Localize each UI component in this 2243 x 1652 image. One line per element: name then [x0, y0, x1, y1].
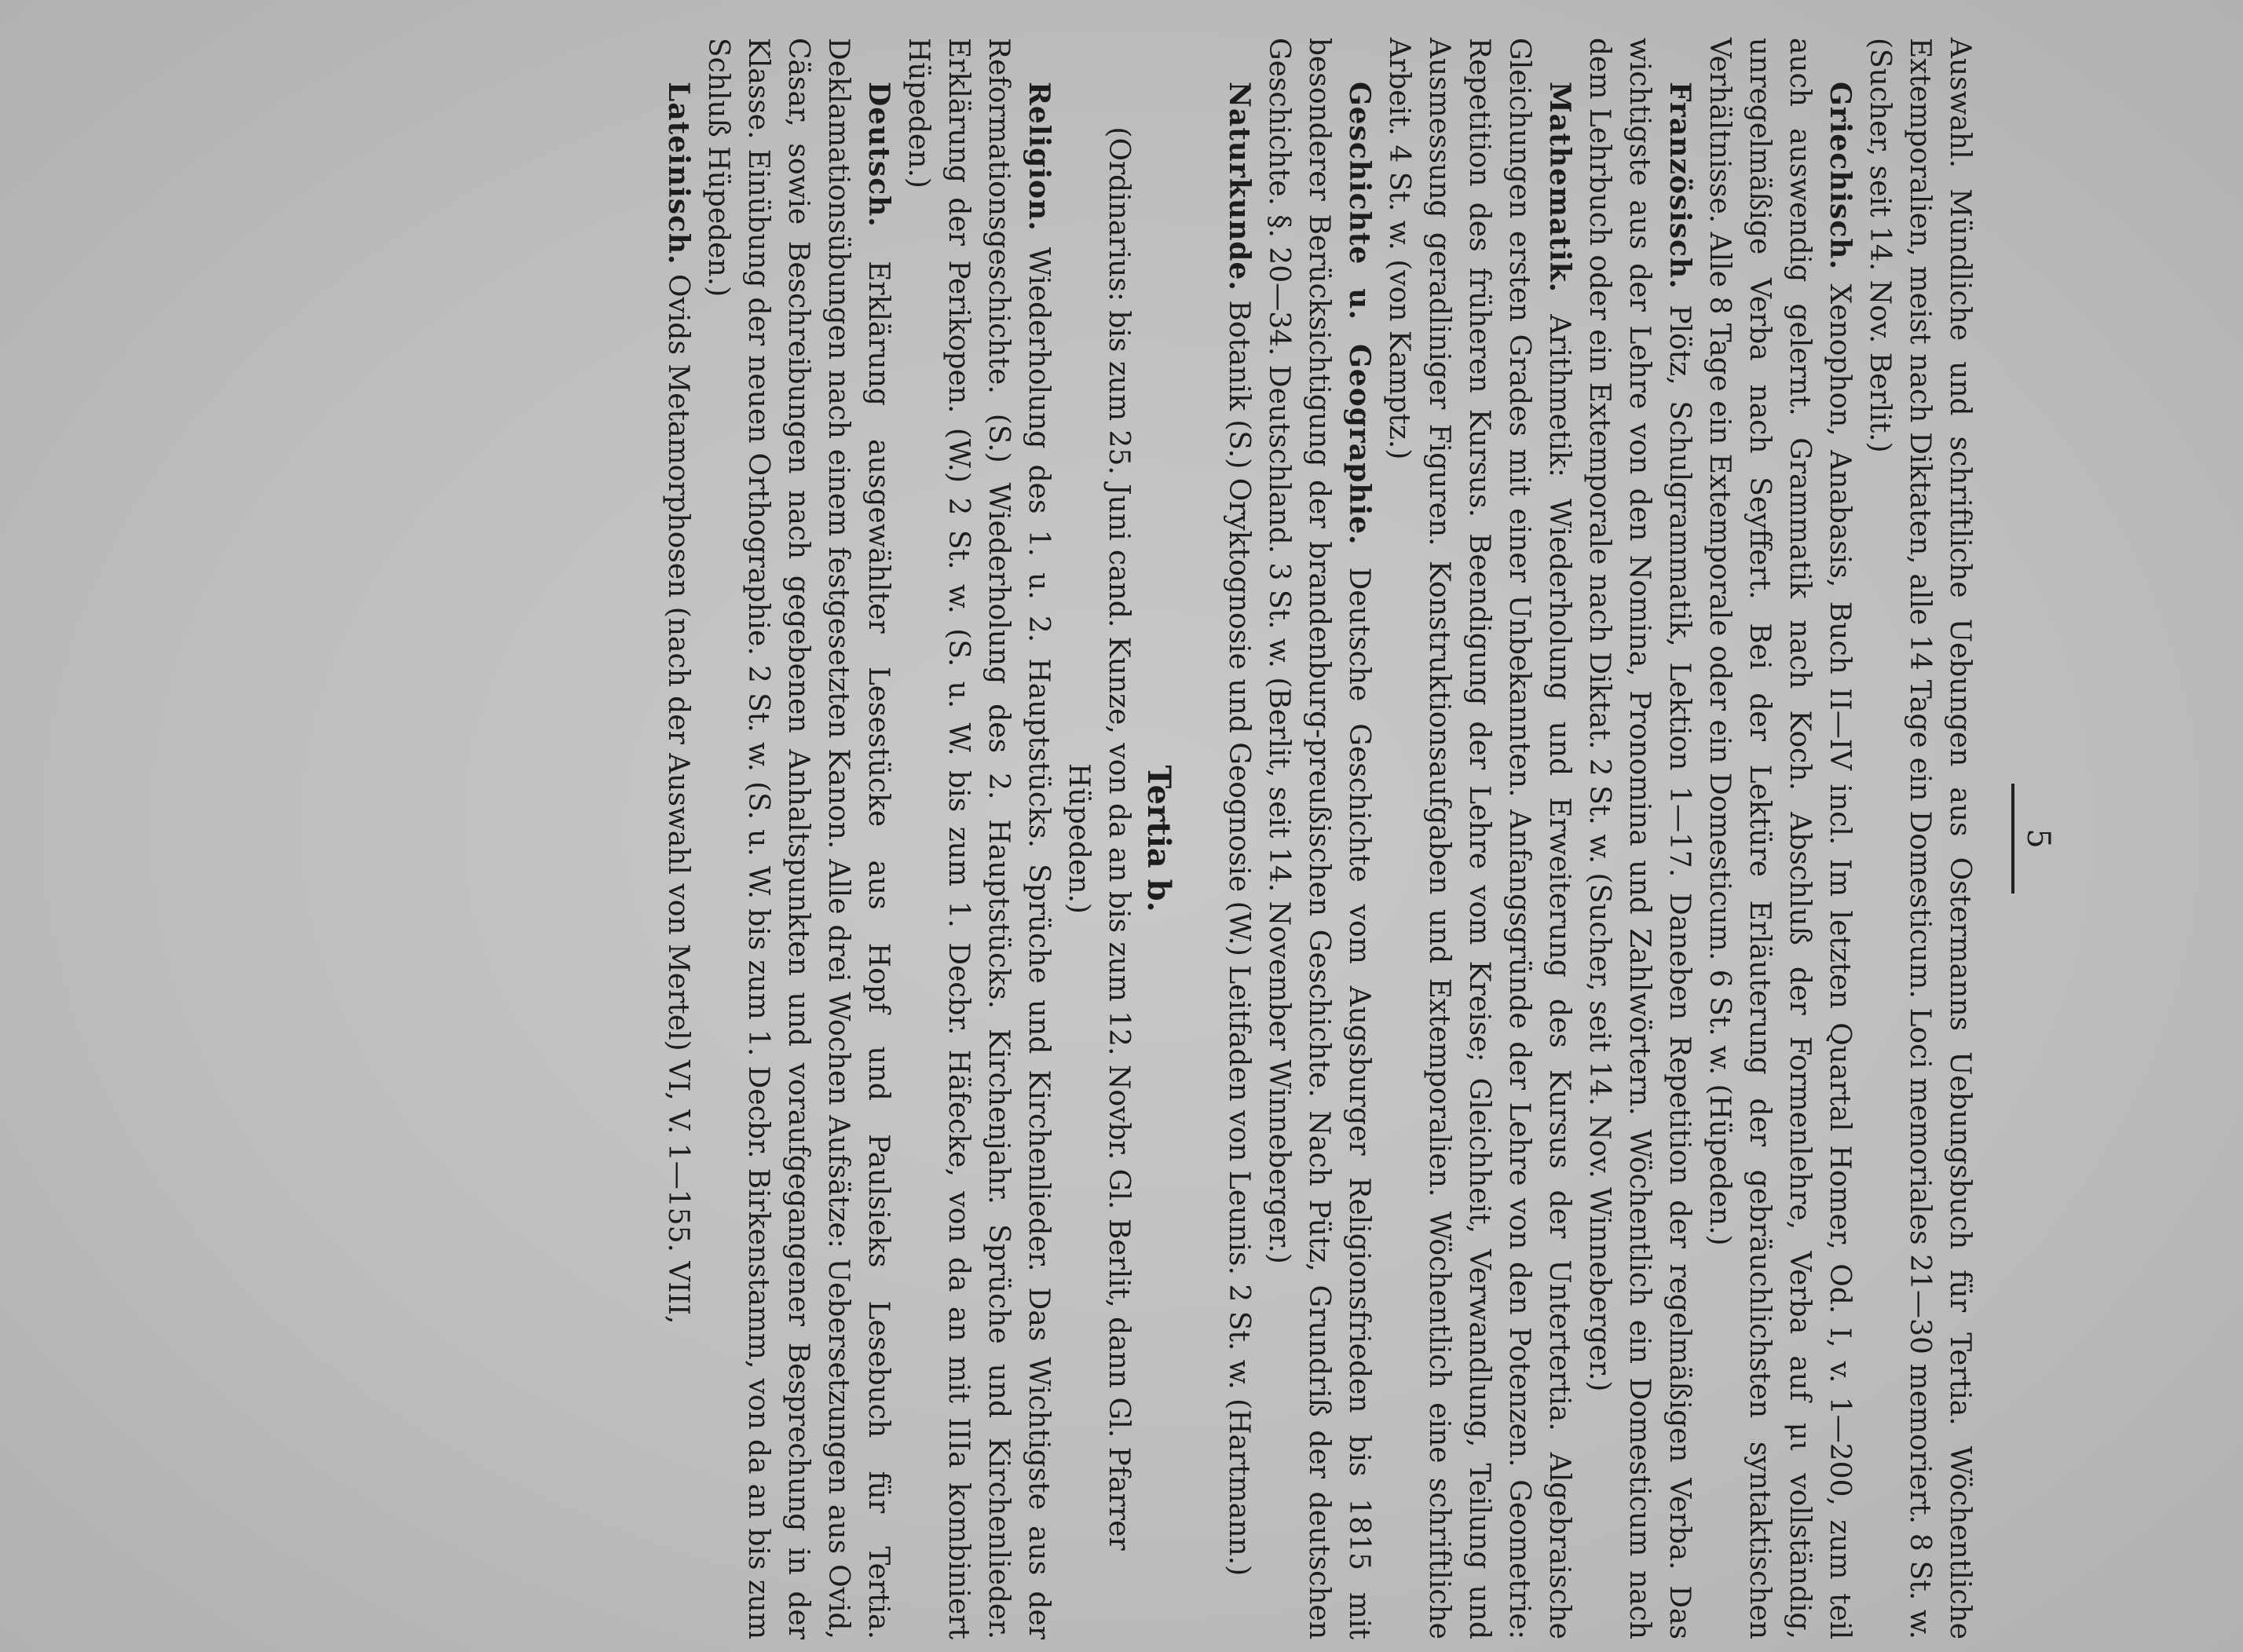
religion-text: Wiederholung des 1. u. 2. Hauptstücks. Sprüche und Kirchenlieder. Das Wichtigste aus der Reformationsgeschichte. (S.) Wiederholung des 2. Hauptstücks. Kirchenjahr. Sprüche und Kirchenlieder. Erklärung der Perikopen. (W.) 2 St. w. (S. u. W. bis zum 1. Decbr. Häfecke, von da an mit IIIa kombiniert Hüpeden.)	[902, 38, 1055, 1639]
mathematik-text: Arithmetik: Wiederholung und Erweiterung des Kursus der Untertertia. Algebraische Gleichungen ersten Grades mit einer Unbekannten. Anfangsgründe der Lehre von den Potenzen. Geometrie: Repetition des früheren Kursus. Beendigung der Lehre vom Kreise; Gleichheit, Verwandlung, Teilung und Ausmessung geradliniger Figuren. Konstruktionsaufgaben und Extemporalien. Wöchentlich eine schriftliche Arbeit. 4 St. w. (von Kamptz.)	[1383, 38, 1575, 1639]
naturkunde-heading: Naturkunde.	[1223, 82, 1256, 291]
tertia-b-title: Tertia b.	[1140, 765, 1177, 912]
section-religion	[898, 38, 1059, 1639]
lateinisch-heading: Lateinisch.	[662, 82, 695, 265]
griechisch-heading: Griechisch.	[1824, 82, 1857, 270]
franzoesisch-heading: Französisch.	[1663, 82, 1696, 290]
religion-heading: Religion.	[1023, 82, 1056, 232]
section-mathematik	[1379, 38, 1579, 1639]
griechisch-text: Xenophon, Anabasis, Buch II—IV incl. Im letzten Quartal Homer, Od. I, v. 1—200, zum teil auch auswendig gelernt. Grammatik nach Koch. Abschluß der Formenlehre, Verba auf μι vollständig, unregelmäßige Verba nach Seyffert. Bei der Lektüre Erläuterung der gebräuchlichsten syntaktischen Verhältnisse. Alle 8 Tage ein Extemporale oder ein Domesticum. 6 St. w. (Hüpeden.)	[1703, 38, 1856, 1639]
page-number-rule	[2011, 784, 2014, 894]
tertia-b-ordinarius: (Ordinarius: bis zum 25. Juni cand. Kunze, von da an bis zum 12. Novbr. Gl. Berlit, dann Gl. Pfarrer Hüpeden.)	[1063, 126, 1135, 1551]
franzoesisch-text: Plötz, Schulgrammatik, Lektion 1—17. Daneben Repetition der regelmäßigen Verba. Das wichtigste aus der Lehre von den Nomina, Pronomina und Zahlwörtern. Wöchentlich ein Domesticum nach dem Lehrbuch oder ein Extemporale nach Diktat. 2 St. w. (Sucher, seit 14. Nov. Winneberger.)	[1583, 38, 1696, 1639]
naturkunde-text: Botanik (S.) Oryktognosie und Geognosie (W.) Leitfaden von Leunis. 2 St. w. (Hartmann.)	[1223, 300, 1255, 1577]
deutsch-heading: Deutsch.	[862, 82, 895, 228]
section-naturkunde	[1219, 38, 1259, 1639]
intro-paragraph: Auswahl. Mündliche und schriftliche Uebungen aus Ostermanns Uebungsbuch für Tertia. Wöchentliche Extemporalien, meist nach Diktaten, alle 14 Tage ein Domesticum. Loci memoriales 21—30 memoriert. 8 St. w. (Sucher, seit 14. Nov. Berlit.)	[1864, 38, 1976, 1639]
mathematik-heading: Mathematik.	[1543, 82, 1576, 294]
geschichte-text: Deutsche Geschichte vom Augsburger Religionsfrieden bis 1815 mit besonderer Berücksichtigung der brandenburg-preußischen Geschichte. Nach Pütz, Grundriß der deutschen Geschichte. §. 20—34. Deutschland. 3 St. w. (Berlit, seit 14. November Winneberger.)	[1263, 38, 1375, 1639]
section-lateinisch	[658, 38, 698, 1639]
section-griechisch	[1700, 38, 1860, 1639]
spacer	[1179, 38, 1219, 1639]
geschichte-heading: Geschichte u. Geographie.	[1343, 82, 1376, 546]
page-number: 5	[2020, 828, 2056, 849]
lateinisch-text: Ovids Metamorphosen (nach der Auswahl von Mertel) VI, V. 1—155. VIII,	[662, 274, 694, 1325]
section-geschichte	[1259, 38, 1379, 1639]
rotated-document-page	[120, 38, 2060, 1639]
section-deutsch	[698, 38, 898, 1639]
section-franzoesisch	[1579, 38, 1700, 1639]
deutsch-text: Erklärung ausgewählter Lesestücke aus Hopf und Paulsieks Lesebuch für Tertia. Deklamationsübungen nach einem festgesetzten Kanon. Alle drei Wochen Aufsätze: Uebersetzungen aus Ovid, Cäsar, sowie Beschreibungen nach gegebenen Anhaltspunkten und voraufgegangener Besprechung in der Klasse. Einübung der neuen Orthographie. 2 St. w. (S. u. W. bis zum 1. Decbr. Birkenstamm, von da an bis zum Schluß Hüpeden.)	[702, 38, 895, 1640]
